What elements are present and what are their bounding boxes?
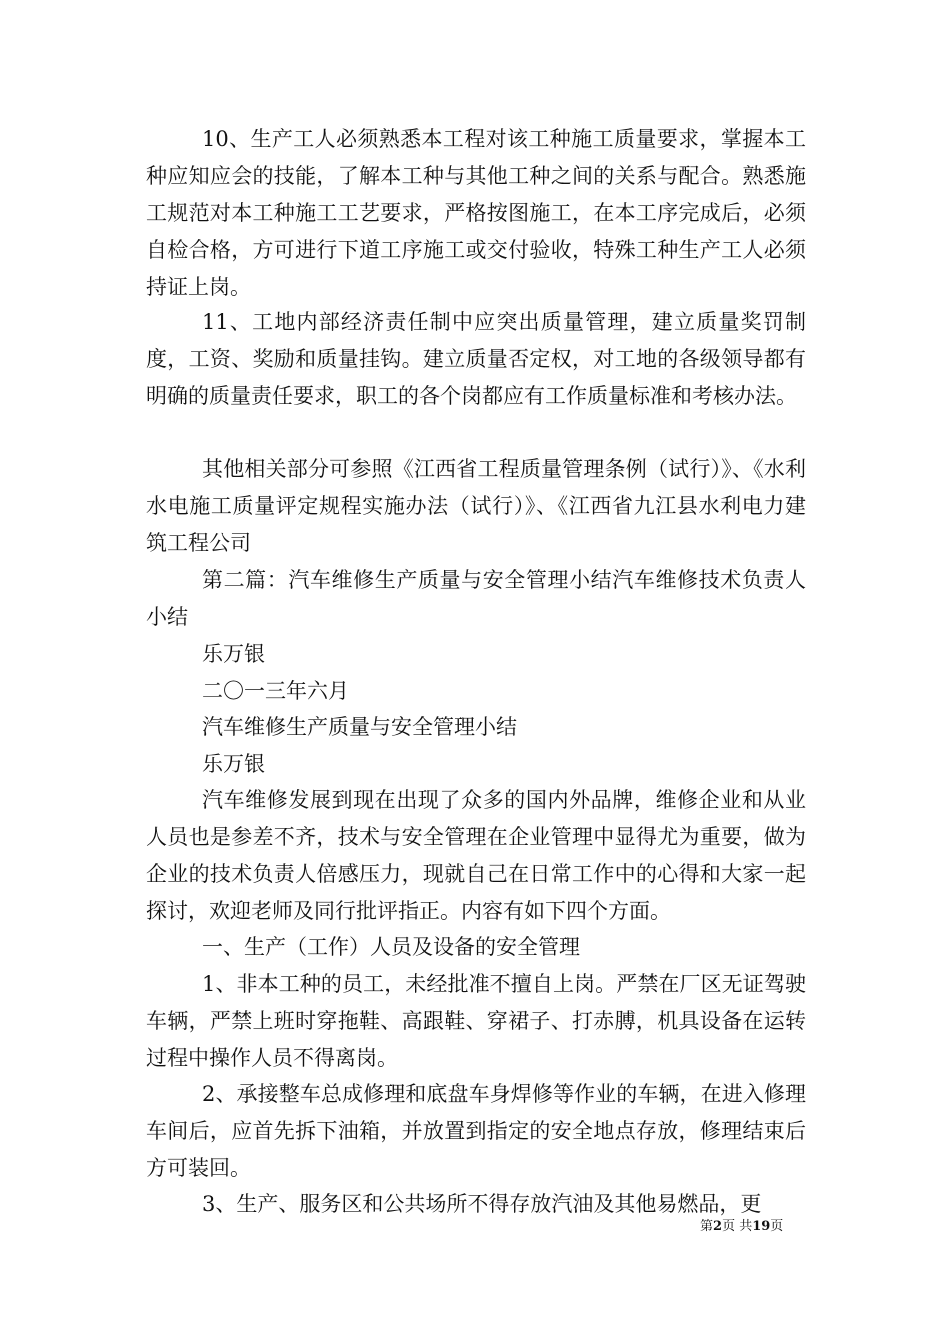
paragraph-other-references: 其他相关部分可参照《江西省工程质量管理条例（试行）》、《水利水电施工质量评定规程实施办法（试行）》、《江西省九江县水利电力建筑工程公司 <box>146 457 806 555</box>
footer-middle: 页 共 <box>722 1219 753 1234</box>
footer-page-number: 2 <box>713 1219 723 1234</box>
footer-suffix: 页 <box>770 1219 784 1234</box>
author-name: 乐万银 <box>202 642 265 666</box>
paragraph-10: 10、生产工人必须熟悉本工程对该工种施工质量要求，掌握本工种应知应会的技能，了解本工种与其他工种之间的关系与配合。熟悉施工规范对本工种施工工艺要求，严格按图施工，在本工序完成后，必须自检合格，方可进行下道工序施工或交付验收，特殊工种生产工人必须持证上岗。 <box>146 127 806 299</box>
date-line: 二〇一三年六月 <box>202 679 349 703</box>
paragraph-11: 11、工地内部经济责任制中应突出质量管理，建立质量奖罚制度，工资、奖励和质量挂钩。建立质量否定权，对工地的各级领导都有明确的质量责任要求，职工的各个岗都应有工作质量标准和考核办法。 <box>146 310 806 408</box>
section-one-heading: 一、生产（工作）人员及设备的安全管理 <box>202 935 580 959</box>
paragraph-item-1: 1、非本工种的员工，未经批准不擅自上岗。严禁在厂区无证驾驶车辆，严禁上班时穿拖鞋、高跟鞋、穿裙子、打赤膊，机具设备在运转过程中操作人员不得离岗。 <box>146 972 806 1070</box>
paragraph-intro: 汽车维修发展到现在出现了众多的国内外品牌，维修企业和从业人员也是参差不齐，技术与安全管理在企业管理中显得尤为重要，做为企业的技术负责人倍感压力，现就自己在日常工作中的心得和大家一起探讨，欢迎老师及同行批评指正。内容有如下四个方面。 <box>146 788 806 923</box>
footer-total-pages: 19 <box>752 1219 771 1234</box>
section-title: 汽车维修生产质量与安全管理小结 <box>202 715 517 739</box>
paragraph-item-3: 3、生产、服务区和公共场所不得存放汽油及其他易燃品，更 <box>202 1192 762 1216</box>
footer-prefix: 第 <box>700 1219 714 1234</box>
page-footer <box>700 1218 783 1236</box>
author-name-second: 乐万银 <box>202 752 265 776</box>
paragraph-item-2: 2、承接整车总成修理和底盘车身焊修等作业的车辆，在进入修理车间后，应首先拆下油箱，并放置到指定的安全地点存放，修理结束后方可装回。 <box>146 1082 806 1180</box>
paragraph-part-two-heading: 第二篇：汽车维修生产质量与安全管理小结汽车维修技术负责人小结 <box>146 568 806 629</box>
